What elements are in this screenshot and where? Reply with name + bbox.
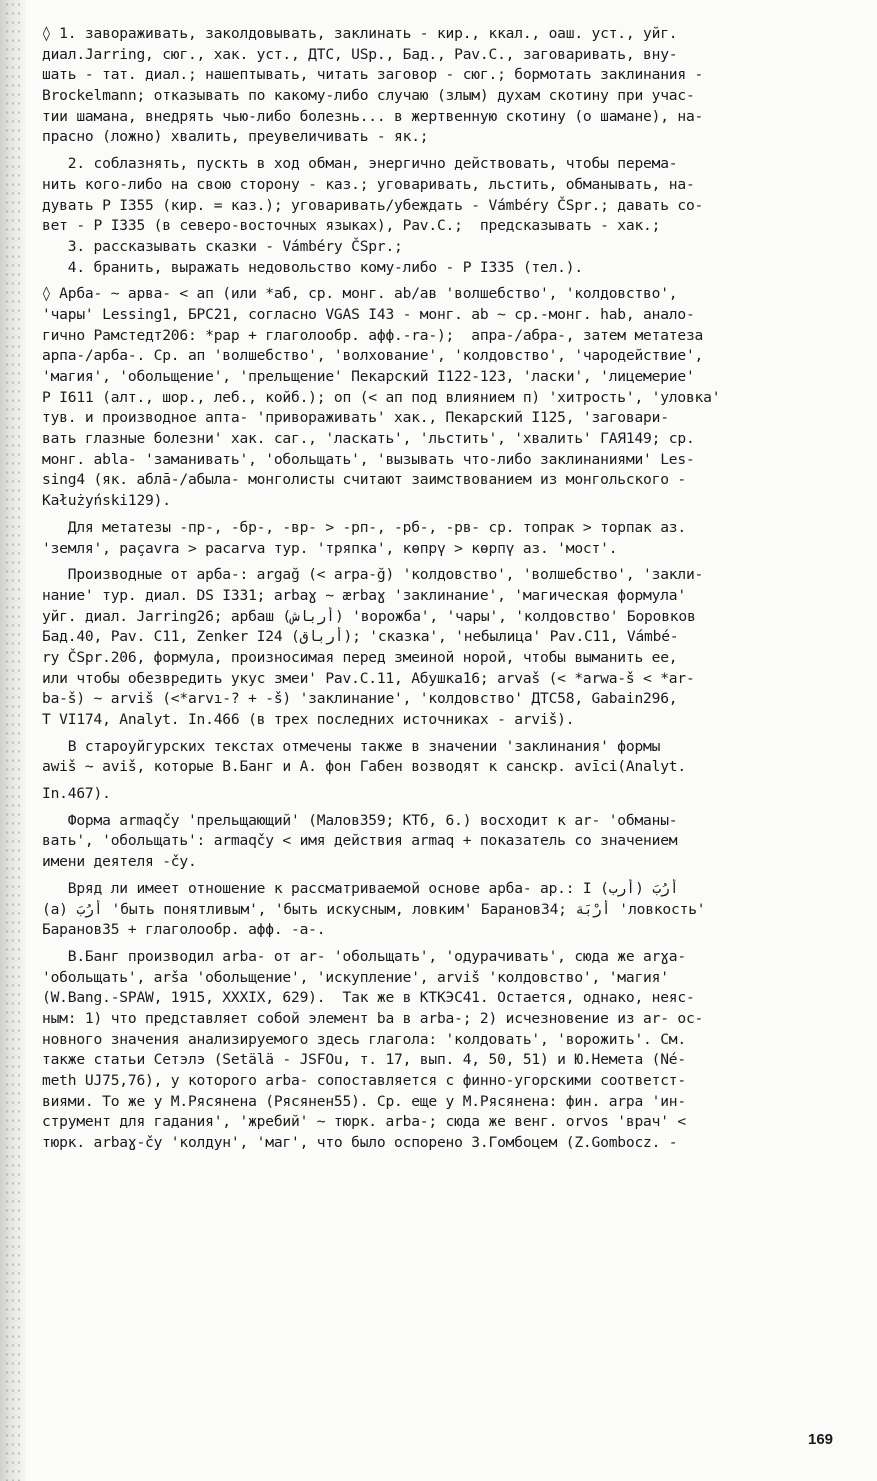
text-line: нание' тур. диал. DS I331; arbaɣ ~ ærbaɣ 'заклинание', 'магическая формула' — [42, 586, 686, 604]
text-line: ным: 1) что представляет собой элемент ba в arba-; 2) исчезновение из ar- ос- — [42, 1009, 704, 1027]
text-line: В староуйгурских текстах отмечены также в значении 'заклинания' формы — [42, 737, 661, 755]
text-line: Баранов35 + глаголообр. афф. -а-. — [42, 921, 326, 939]
text-line: вет - Р I335 (в северо-восточных языках), Pav.C.; предсказывать - хак.; — [42, 217, 661, 235]
page-number: 169 — [808, 1431, 834, 1448]
text-line: In.467). — [42, 785, 111, 803]
text-line: тии шамана, внедрять чью-либо болезнь... в жертвенную скотину (о шамане), на- — [42, 107, 704, 125]
text-line: монг. abla- 'заманивать', 'обольщать', 'вызывать что-либо заклинаниями' Les- — [42, 450, 695, 468]
text-line: Т VI174, Analyt. In.466 (в трех последних источниках - arviš). — [42, 711, 575, 728]
text-line: 'земля', paçavra > pacarva тур. 'тряпка', көпрү > көрпү аз. 'мост'. — [42, 539, 618, 557]
document-body — [42, 24, 860, 1154]
text-line: также статьи Сетэлэ (Setälä - JSFOu, т. 17, вып. 4, 50, 51) и Ю.Немета (Né- — [42, 1051, 686, 1069]
text-line: (a) أَرُبَ 'быть понятливым', 'быть искусным, ловким' Баранов34; أَرْبَة 'ловкость' — [42, 900, 706, 918]
text-line: sing4 (як. аблā-/абыла- монголисты считают заимствованием из монгольского - — [42, 471, 686, 489]
text-line: awiš ~ aviš, которые В.Банг и А. фон Габен возводят к санскр. avīci(Analyt. — [42, 758, 686, 776]
text-line: meth UJ75,76), у которого arba- сопоставляется с финно-угорскими соответст- — [42, 1072, 686, 1089]
text-line: прасно (ложно) хвалить, преувеличивать - як.; — [42, 128, 429, 146]
text-line: виями. То же у М.Рясянена (Рясянен55). Ср. еще у М.Рясянена: фин. arpa 'ин- — [42, 1092, 686, 1110]
text-line: Р I611 (алт., шор., леб., койб.); оп (< ап под влиянием п) 'хитрость', 'уловка' — [42, 388, 721, 406]
text-line: ◊ 1. завораживать, заколдовывать, заклинать - кир., ккал., оаш. уст., уйг. — [42, 25, 678, 42]
text-line: тюрк. arbaɣ-čy 'колдун', 'маг', что было оспорено З.Гомбоцем (Z.Gombocz. - — [42, 1134, 678, 1152]
text-line: ba-š) ~ arviš (<*arvı-? + -š) 'заклинание', 'колдовство' ДТС58, Gabain296, — [42, 690, 678, 708]
text-line: 2. соблазнять, пускть в ход обман, энергично действовать, чтобы перема- — [42, 155, 678, 173]
text-line: вать', 'обольщать': armaqčy < имя действия armaq + показатель со значением — [42, 832, 678, 850]
text-line: вать глазные болезни' хак. саг., 'ласкать', 'льстить', 'хвалить' ГАЯ149; ср. — [42, 430, 695, 448]
text-line: ◊ Арба- ~ арва- < ап (или *аб, ср. монг. ab/ав 'волшебство', 'колдовство', — [42, 285, 678, 303]
text-line: Производные от арба-: argağ (< arpa-ğ) 'колдовство', 'волшебство', 'закли- — [42, 566, 704, 584]
text-line: 'магия', 'обольщение', 'прельщение' Пекарский I122-123, 'ласки', 'лицемерие' — [42, 368, 695, 385]
text-line: или чтобы обезвредить укус змеи' Pav.C.11, Абушка16; arvaš (< *arwa-š < *ar- — [42, 669, 695, 687]
text-line: гично Рамстедт206: *pap + глаголообр. афф.-ra-); апра-/абра-, затем метатеза — [42, 326, 704, 344]
text-line: 4. бранить, выражать недовольство кому-либо - Р I335 (тел.). — [42, 258, 583, 276]
text-line: тув. и производное апта- 'привораживать' хак., Пекарский I125, 'заговари- — [42, 409, 669, 427]
text-line: новного значения анализируемого здесь глагола: 'колдовать', 'ворожить'. См. — [42, 1030, 686, 1048]
text-line: (W.Bang.-SPAW, 1915, XXXIX, 629). Так же в КТКЭС41. Остается, однако, неяс- — [42, 989, 695, 1007]
text-line: диал.Jarring, сюг., хак. уст., ДТС, USp., Бад., Pav.C., заговаривать, вну- — [42, 45, 678, 63]
text-line: ry ČSpr.206, формула, произносимая перед змеиной норой, чтобы выманить ее, — [42, 648, 678, 666]
text-line: уйг. диал. Jarring26; арбаш (أرباش) 'ворожба', 'чары', 'колдовство' Боровков — [42, 607, 696, 625]
book-spine-shadow — [0, 0, 26, 1481]
text-line: дувать Р I355 (кир. = каз.); уговаривать/убеждать - Vámbéry ČSpr.; давать со- — [42, 196, 704, 214]
text-line: 'обольщать', arša 'обольщение', 'искупление', arviš 'колдовство', 'магия' — [42, 968, 669, 986]
text-line: Форма armaqčy 'прельщающий' (Малов359; КТб, 6.) восходит к ar- 'обманы- — [42, 811, 678, 829]
text-line: шать - тат. диал.; нашептывать, читать заговор - сюг.; бормотать заклинания - — [42, 66, 704, 84]
text-line: Brockelmann; отказывать по какому-либо случаю (злым) духам скотину при учас- — [42, 87, 695, 105]
text-line: Kałużyński129). — [42, 492, 171, 510]
text-line: Вряд ли имеет отношение к рассматриваемой основе арба- ар.: I (أرب) أَرُبَ — [42, 879, 679, 897]
text-line: арпа-/арба-. Ср. ап 'волшебство', 'волхование', 'колдовство', 'чародействие', — [42, 347, 704, 365]
text-line: струмент для гадания', 'жребий' ~ тюрк. arba-; сюда же венг. orvos 'врач' < — [42, 1113, 686, 1131]
text-line: Бад.40, Pav. C11, Zenker I24 (أرباق); 'сказка', 'небылица' Pav.C11, Vámbé- — [42, 628, 679, 646]
text-line: 'чары' Lessing1, БРС21, согласно VGAS I43 - монг. ab ~ ср.-монг. hab, анало- — [42, 305, 695, 323]
text-line: имени деятеля -čy. — [42, 853, 197, 871]
text-line: нить кого-либо на свою сторону - каз.; уговаривать, льстить, обманывать, на- — [42, 175, 695, 193]
text-line: Для метатезы -пр-, -бр-, -вр- > -рп-, -рб-, -рв- ср. топрак > торпак аз. — [42, 518, 686, 536]
text-line: В.Банг производил arba- от ar- 'обольщать', 'одурачивать', сюда же arɣa- — [42, 947, 686, 965]
text-line: 3. рассказывать сказки - Vámbéry ČSpr.; — [42, 237, 403, 255]
